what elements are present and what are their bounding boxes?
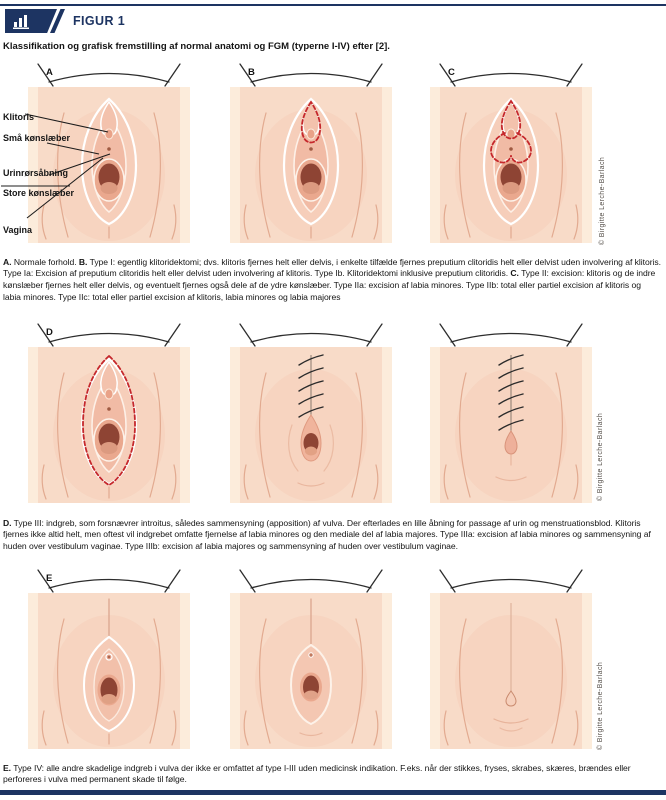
type4-drawing-2 bbox=[230, 593, 392, 749]
panel-letter-e: E bbox=[46, 573, 53, 584]
caption-lead-d: D. bbox=[3, 517, 12, 528]
figure-badge bbox=[5, 9, 57, 33]
type1-drawing bbox=[230, 87, 392, 243]
caption-row2: D. Type III: indgreb, som forsnævrer introitus, således sammensyning (apposition) af vulva. Der efterlades en lille åbning for passage af urin og menstruationsblod. Klitoris fjernes ikke altid helt, men oftest vil indgrebet omfatte fjernelse af labia minores og den mediale del af labia majores. Type IIIa: excision af labia minores og sammensyning af huden over vestibulum vaginae. Type IIIb: excision af labia majores og sammensyning af huden over vestibulum vaginae. bbox=[3, 517, 651, 552]
caption-row1: A. Normale forhold. B. Type I: egentlig klitoridektomi; dvs. klitoris fjernes helt eller delvis, i enkelte tilfælde fjernes preputium clitoridis helt eller delvist uden involvering af klitoris. Type Ia: Excision af preputium clitoridis helt eller delvist uden involvering af klitoris. Type Ib. Klitoridektomi inklusive preputium clitoridis. C. Type II: excision: klitoris og de indre kønslæber fjernes helt eller delvis, og eventuelt fjernes også dele af de ydre kønslæber. Type IIa: excision af labia minores. Type IIb: total eller partiel excision af klitoris og labia minores. Type IIc: total eller partiel excision af klitoris, labia minores og labia majores bbox=[3, 256, 661, 302]
type2-drawing bbox=[430, 87, 592, 243]
illustration-type4-mid bbox=[230, 566, 392, 749]
copyright-row2: © Birgitte Lerche-Barlach bbox=[597, 412, 604, 502]
panel-letter-b: B bbox=[248, 67, 255, 78]
figure-subtitle: Klassifikation og grafisk fremstilling af normal anatomi og FGM (typerne I-IV) efter [2]. bbox=[3, 41, 390, 52]
label-urinroersaabning: Urinrørsåbning bbox=[3, 168, 69, 178]
label-vagina: Vagina bbox=[3, 225, 33, 235]
suture-drawing-closed bbox=[430, 347, 592, 503]
panel-letter-c: C bbox=[448, 67, 455, 78]
caption-row3: E. Type IV: alle andre skadelige indgreb i vulva der ikke er omfattet af type I-III uden medicinsk indikation. F.eks. når der stikkes, fryses, skrabes, skæres, brændes eller perforeres i vulva med permanent skade til følge. bbox=[3, 762, 631, 785]
type4-drawing-3 bbox=[430, 593, 592, 749]
illustration-panel-d bbox=[28, 320, 190, 503]
top-rule bbox=[0, 4, 666, 6]
label-store-koenslaeber: Store kønslæber bbox=[3, 188, 75, 198]
panel-letter-d: D bbox=[46, 327, 53, 338]
caption-lead-a: A. bbox=[3, 256, 12, 267]
illustration-panel-c bbox=[430, 60, 592, 243]
bar-chart-icon bbox=[13, 13, 33, 29]
illustration-type3b-sutured bbox=[430, 320, 592, 503]
illustration-panel-e bbox=[28, 566, 190, 749]
caption-lead-c: C. bbox=[510, 268, 519, 279]
type3-outline-drawing bbox=[28, 347, 190, 503]
label-smaa-koenslaeber: Små kønslæber bbox=[3, 133, 71, 143]
type4-drawing-1 bbox=[28, 593, 190, 749]
suture-drawing-open bbox=[230, 347, 392, 503]
caption-lead-b: B. bbox=[78, 256, 88, 267]
copyright-row1: © Birgitte Lerche-Barlach bbox=[599, 156, 606, 246]
panel-letter-a: A bbox=[46, 67, 53, 78]
caption-lead-e: E. bbox=[3, 762, 12, 773]
figure-title: FIGUR 1 bbox=[73, 14, 126, 28]
illustration-panel-b bbox=[230, 60, 392, 243]
label-klitoris: Klitoris bbox=[3, 112, 35, 122]
illustration-type3a-sutured bbox=[230, 320, 392, 503]
bottom-rule bbox=[0, 790, 666, 795]
copyright-row3: © Birgitte Lerche-Barlach bbox=[597, 661, 604, 751]
illustration-type4-right bbox=[430, 566, 592, 749]
